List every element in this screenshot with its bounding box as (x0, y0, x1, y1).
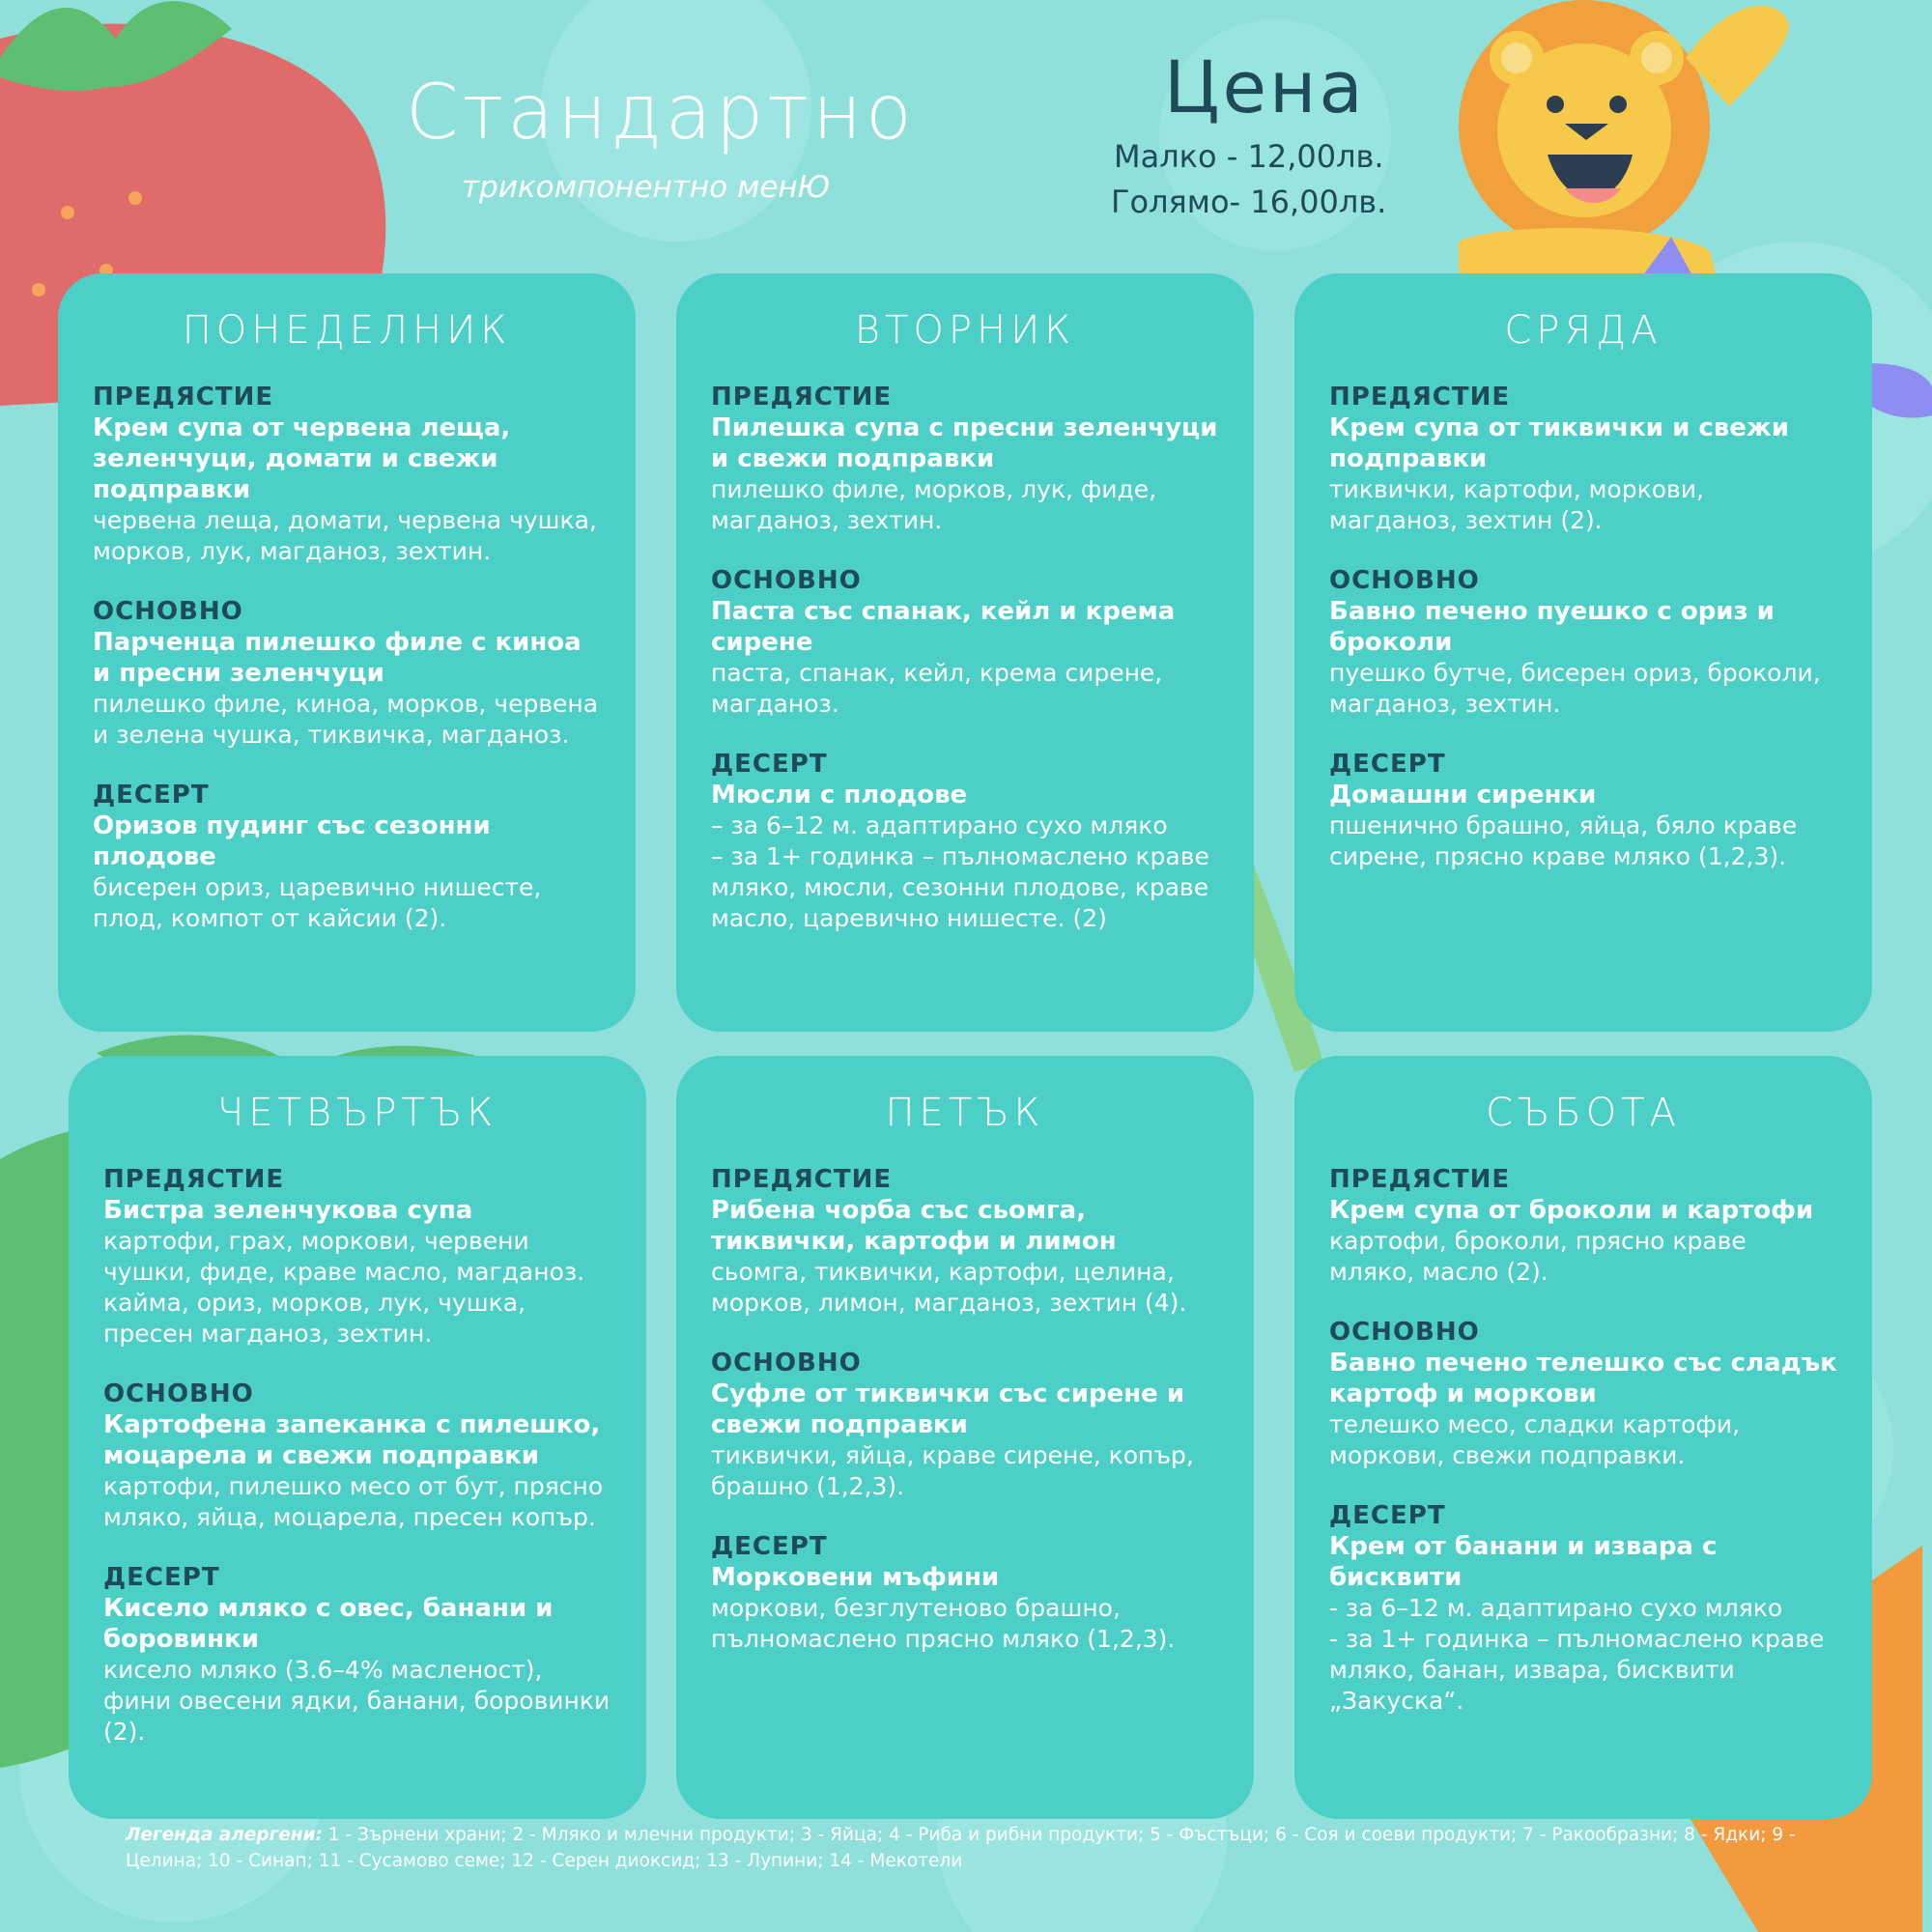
allergen-legend (126, 1822, 1826, 1874)
menu-subtitle: трикомпонентно менЮ (462, 170, 831, 205)
main-section (711, 565, 1219, 720)
legend-label: Легенда алергени: (126, 1825, 323, 1845)
dish-ingredients: паста, спанак, кейл, крема сирене, магданоз. (711, 659, 1163, 718)
dish-name: Крем супа от червена леща, зеленчуци, домати и свежи подправки (93, 413, 511, 504)
day-card (676, 273, 1254, 1032)
price-small: Малко - 12,00лв. (1114, 138, 1384, 175)
dish-ingredients: пилешко филе, морков, лук, фиде, магданоз, зехтин. (711, 475, 1157, 534)
day-card (69, 1056, 646, 1819)
lion-illustration (1439, 0, 1826, 290)
day-title: ПЕТЪК (885, 1091, 1045, 1135)
main-label: ОСНОВНО (711, 1349, 862, 1378)
dish-name: Морковени мъфини (711, 1563, 1000, 1592)
dish-name: Мюсли с плодове (711, 781, 968, 810)
main-section (711, 1348, 1219, 1502)
day-title: СЪБОТА (1486, 1091, 1681, 1135)
dish-name: Рибена чорба със сьомга, тиквички, картофи и лимон (711, 1196, 1117, 1256)
main-label: ОСНОВНО (1329, 1318, 1480, 1347)
dessert-section (103, 1562, 611, 1747)
dessert-label: ДЕСЕРТ (1329, 1501, 1446, 1530)
price-title: Цена (1164, 46, 1366, 129)
main-section (93, 596, 601, 751)
starter-section (711, 1164, 1219, 1319)
dessert-label: ДЕСЕРТ (711, 750, 828, 779)
starter-section (1329, 382, 1837, 536)
main-label: ОСНОВНО (1329, 566, 1480, 595)
starter-label: ПРЕДЯСТИЕ (1329, 383, 1511, 412)
dessert-section (93, 780, 601, 934)
dessert-label: ДЕСЕРТ (93, 781, 210, 810)
dish-name: Бавно печено телешко със сладък картоф и моркови (1329, 1349, 1837, 1408)
dish-name: Кисело мляко с овес, банани и боровинки (103, 1594, 554, 1654)
starter-section (103, 1164, 611, 1350)
dessert-label: ДЕСЕРТ (103, 1563, 220, 1592)
dessert-label: ДЕСЕРТ (1329, 750, 1446, 779)
main-label: ОСНОВНО (711, 566, 862, 595)
dish-name: Картофена запеканка с пилешко, моцарела и свежи подправки (103, 1410, 601, 1470)
day-title: ВТОРНИК (854, 308, 1076, 353)
dish-name: Пилешка супа с пресни зеленчуци и свежи подправки (711, 413, 1218, 473)
legend-text: 1 - Зърнени храни; 2 - Мляко и млечни продукти; 3 - Яйца; 4 - Риба и рибни продукти; 5 - Фъстъци; 6 - Соя и соеви продукти; 7 - Ракообразни; 8 - Ядки; 9 - Целина; 10 - Синап; 11 - Сусамово семе; 12 - Серен диоксид; 13 - Лупини; 14 - Мекотели (126, 1825, 1796, 1871)
starter-section (1329, 1164, 1837, 1288)
price-large: Голямо- 16,00лв. (1111, 184, 1387, 220)
dish-name: Бистра зеленчукова супа (103, 1196, 473, 1225)
starter-label: ПРЕДЯСТИЕ (103, 1165, 285, 1194)
main-section (1329, 565, 1837, 720)
day-title: СРЯДА (1504, 308, 1662, 353)
dish-ingredients: - за 6–12 м. адаптирано сухо мляко - за 1+ годинка – пълномаслено краве мляко, банан, извара, бисквити „Закуска“. (1329, 1594, 1825, 1715)
day-title: ЧЕТВЪРТЪК (216, 1091, 498, 1135)
dessert-section (711, 1531, 1219, 1655)
dish-ingredients: картофи, грах, моркови, червени чушки, фиде, краве масло, магданоз. кайма, ориз, морков, лук, чушка, пресен магданоз, зехтин. (103, 1227, 585, 1348)
dish-name: Крем от банани и извара с бисквити (1329, 1532, 1718, 1592)
dish-name: Крем супа от тиквички и свежи подправки (1329, 413, 1789, 473)
starter-section (711, 382, 1219, 536)
dessert-section (711, 749, 1219, 934)
dish-ingredients: картофи, пилешко месо от бут, прясно мляко, яйца, моцарела, пресен копър. (103, 1472, 604, 1531)
starter-label: ПРЕДЯСТИЕ (711, 1165, 893, 1194)
main-label: ОСНОВНО (103, 1379, 254, 1408)
starter-label: ПРЕДЯСТИЕ (93, 383, 274, 412)
starter-label: ПРЕДЯСТИЕ (1329, 1165, 1511, 1194)
dish-ingredients: тиквички, яйца, краве сирене, копър, брашно (1,2,3). (711, 1441, 1194, 1500)
dessert-label: ДЕСЕРТ (711, 1532, 828, 1561)
day-title: ПОНЕДЕЛНИК (182, 308, 512, 353)
dish-name: Домашни сиренки (1329, 781, 1597, 810)
day-card (1294, 1056, 1872, 1819)
dish-ingredients: пилешко филе, киноа, морков, червена и зелена чушка, тиквичка, магданоз. (93, 690, 599, 749)
dish-name: Крем супа от броколи и картофи (1329, 1196, 1814, 1225)
dish-ingredients: тиквички, картофи, моркови, магданоз, зехтин (2). (1329, 475, 1704, 534)
dish-ingredients: бисерен ориз, царевично нишесте, плод, компот от кайсии (2). (93, 873, 542, 932)
dessert-section (1329, 749, 1837, 872)
dish-name: Бавно печено пуешко с ориз и броколи (1329, 597, 1775, 657)
main-section (103, 1378, 611, 1533)
dish-ingredients: телешко месо, сладки картофи, моркови, свежи подправки. (1329, 1410, 1741, 1469)
day-card (676, 1056, 1254, 1819)
dish-name: Паста със спанак, кейл и крема сирене (711, 597, 1176, 657)
dish-ingredients: – за 6–12 м. адаптирано сухо мляко – за 1+ годинка – пълномаслено краве мляко, мюсли, сезонни плодове, краве масло, царевично нишесте. (2) (711, 811, 1209, 932)
dessert-section (1329, 1500, 1837, 1717)
dish-ingredients: сьомга, тиквички, картофи, целина, морков, лимон, магданоз, зехтин (4). (711, 1258, 1187, 1317)
dish-ingredients: кисело мляко (3.6–4% масленост), фини овесени ядки, банани, боровинки (2). (103, 1656, 611, 1746)
dish-ingredients: пуешко бутче, бисерен ориз, броколи, магданоз, зехтин. (1329, 659, 1821, 718)
dish-ingredients: картофи, броколи, прясно краве мляко, масло (2). (1329, 1227, 1747, 1286)
menu-title: Стандартно (406, 70, 916, 156)
main-section (1329, 1317, 1837, 1471)
day-card (1294, 273, 1872, 1032)
dish-name: Оризов пудинг със сезонни плодове (93, 811, 491, 871)
day-card (58, 273, 636, 1032)
main-label: ОСНОВНО (93, 597, 243, 626)
starter-label: ПРЕДЯСТИЕ (711, 383, 893, 412)
dish-ingredients: моркови, безглутеново брашно, пълномаслено прясно мляко (1,2,3). (711, 1594, 1176, 1653)
starter-section (93, 382, 601, 567)
dish-name: Парченца пилешко филе с киноа и пресни зеленчуци (93, 628, 582, 688)
dish-ingredients: пшенично брашно, яйца, бяло краве сирене, прясно краве мляко (1,2,3). (1329, 811, 1798, 870)
dish-name: Суфле от тиквички със сирене и свежи подправки (711, 1379, 1185, 1439)
dish-ingredients: червена леща, домати, червена чушка, морков, лук, магданоз, зехтин. (93, 506, 597, 565)
